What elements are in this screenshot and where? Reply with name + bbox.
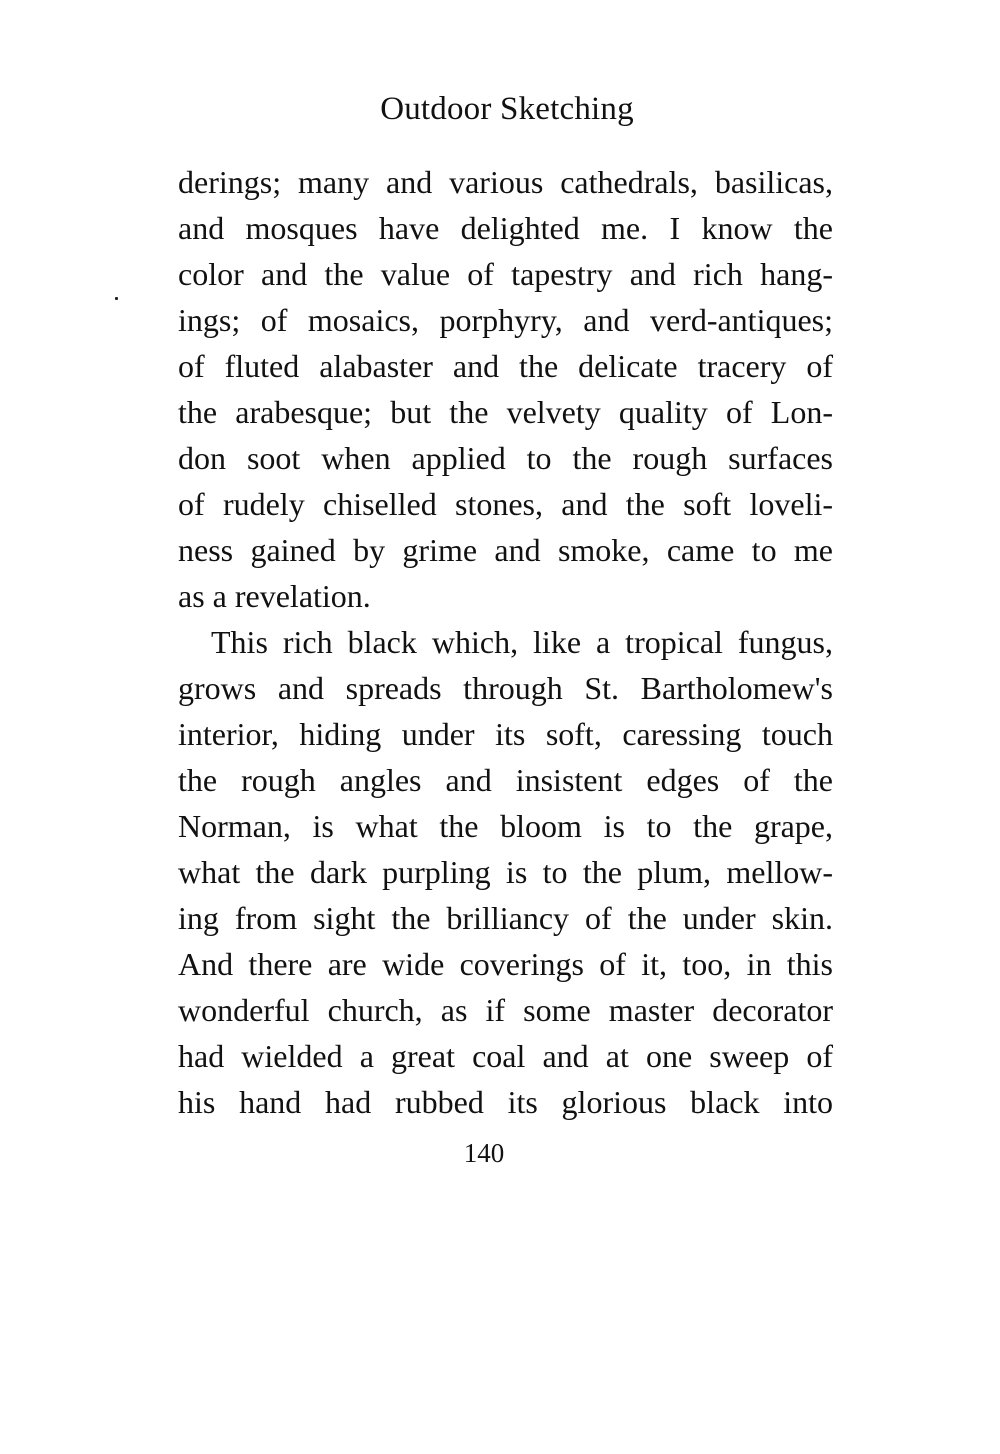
page-number: 140 xyxy=(463,1138,505,1168)
text-line: what the dark purpling is to the plum, mellow- xyxy=(178,854,833,890)
text-line: had wielded a great coal and at one sweep of xyxy=(178,1038,833,1074)
text-line: ness gained by grime and smoke, came to me xyxy=(178,532,833,568)
text-line: of rudely chiselled stones, and the soft loveli- xyxy=(178,486,833,522)
text-line: And there are wide coverings of it, too, in this xyxy=(178,946,833,982)
text-line: color and the value of tapestry and rich hang- xyxy=(178,256,833,292)
paragraph xyxy=(178,619,833,1125)
ink-speck xyxy=(115,297,118,300)
paragraph xyxy=(178,159,833,619)
text-line: interior, hiding under its soft, caressing touch xyxy=(178,716,833,752)
text-line: of fluted alabaster and the delicate tracery of xyxy=(178,348,833,384)
text-line: the rough angles and insistent edges of the xyxy=(178,762,833,798)
text-line: his hand had rubbed its glorious black into xyxy=(178,1084,833,1120)
text-line: ing from sight the brilliancy of the under skin. xyxy=(178,900,833,936)
text-line: Norman, is what the bloom is to the grape, xyxy=(178,808,833,844)
text-line: and mosques have delighted me. I know the xyxy=(178,210,833,246)
text-line: This rich black which, like a tropical fungus, xyxy=(211,624,833,660)
text-line: derings; many and various cathedrals, basilicas, xyxy=(178,164,833,200)
text-line: grows and spreads through St. Bartholomew's xyxy=(178,670,833,706)
text-line: the arabesque; but the velvety quality of Lon- xyxy=(178,394,833,430)
text-line: as a revelation. xyxy=(178,578,371,614)
text-line: don soot when applied to the rough surfaces xyxy=(178,440,833,476)
body-text xyxy=(178,159,833,1125)
text-line: wonderful church, as if some master decorator xyxy=(178,992,833,1028)
text-line: ings; of mosaics, porphyry, and verd-antiques; xyxy=(178,302,833,338)
running-head: Outdoor Sketching xyxy=(380,91,634,127)
